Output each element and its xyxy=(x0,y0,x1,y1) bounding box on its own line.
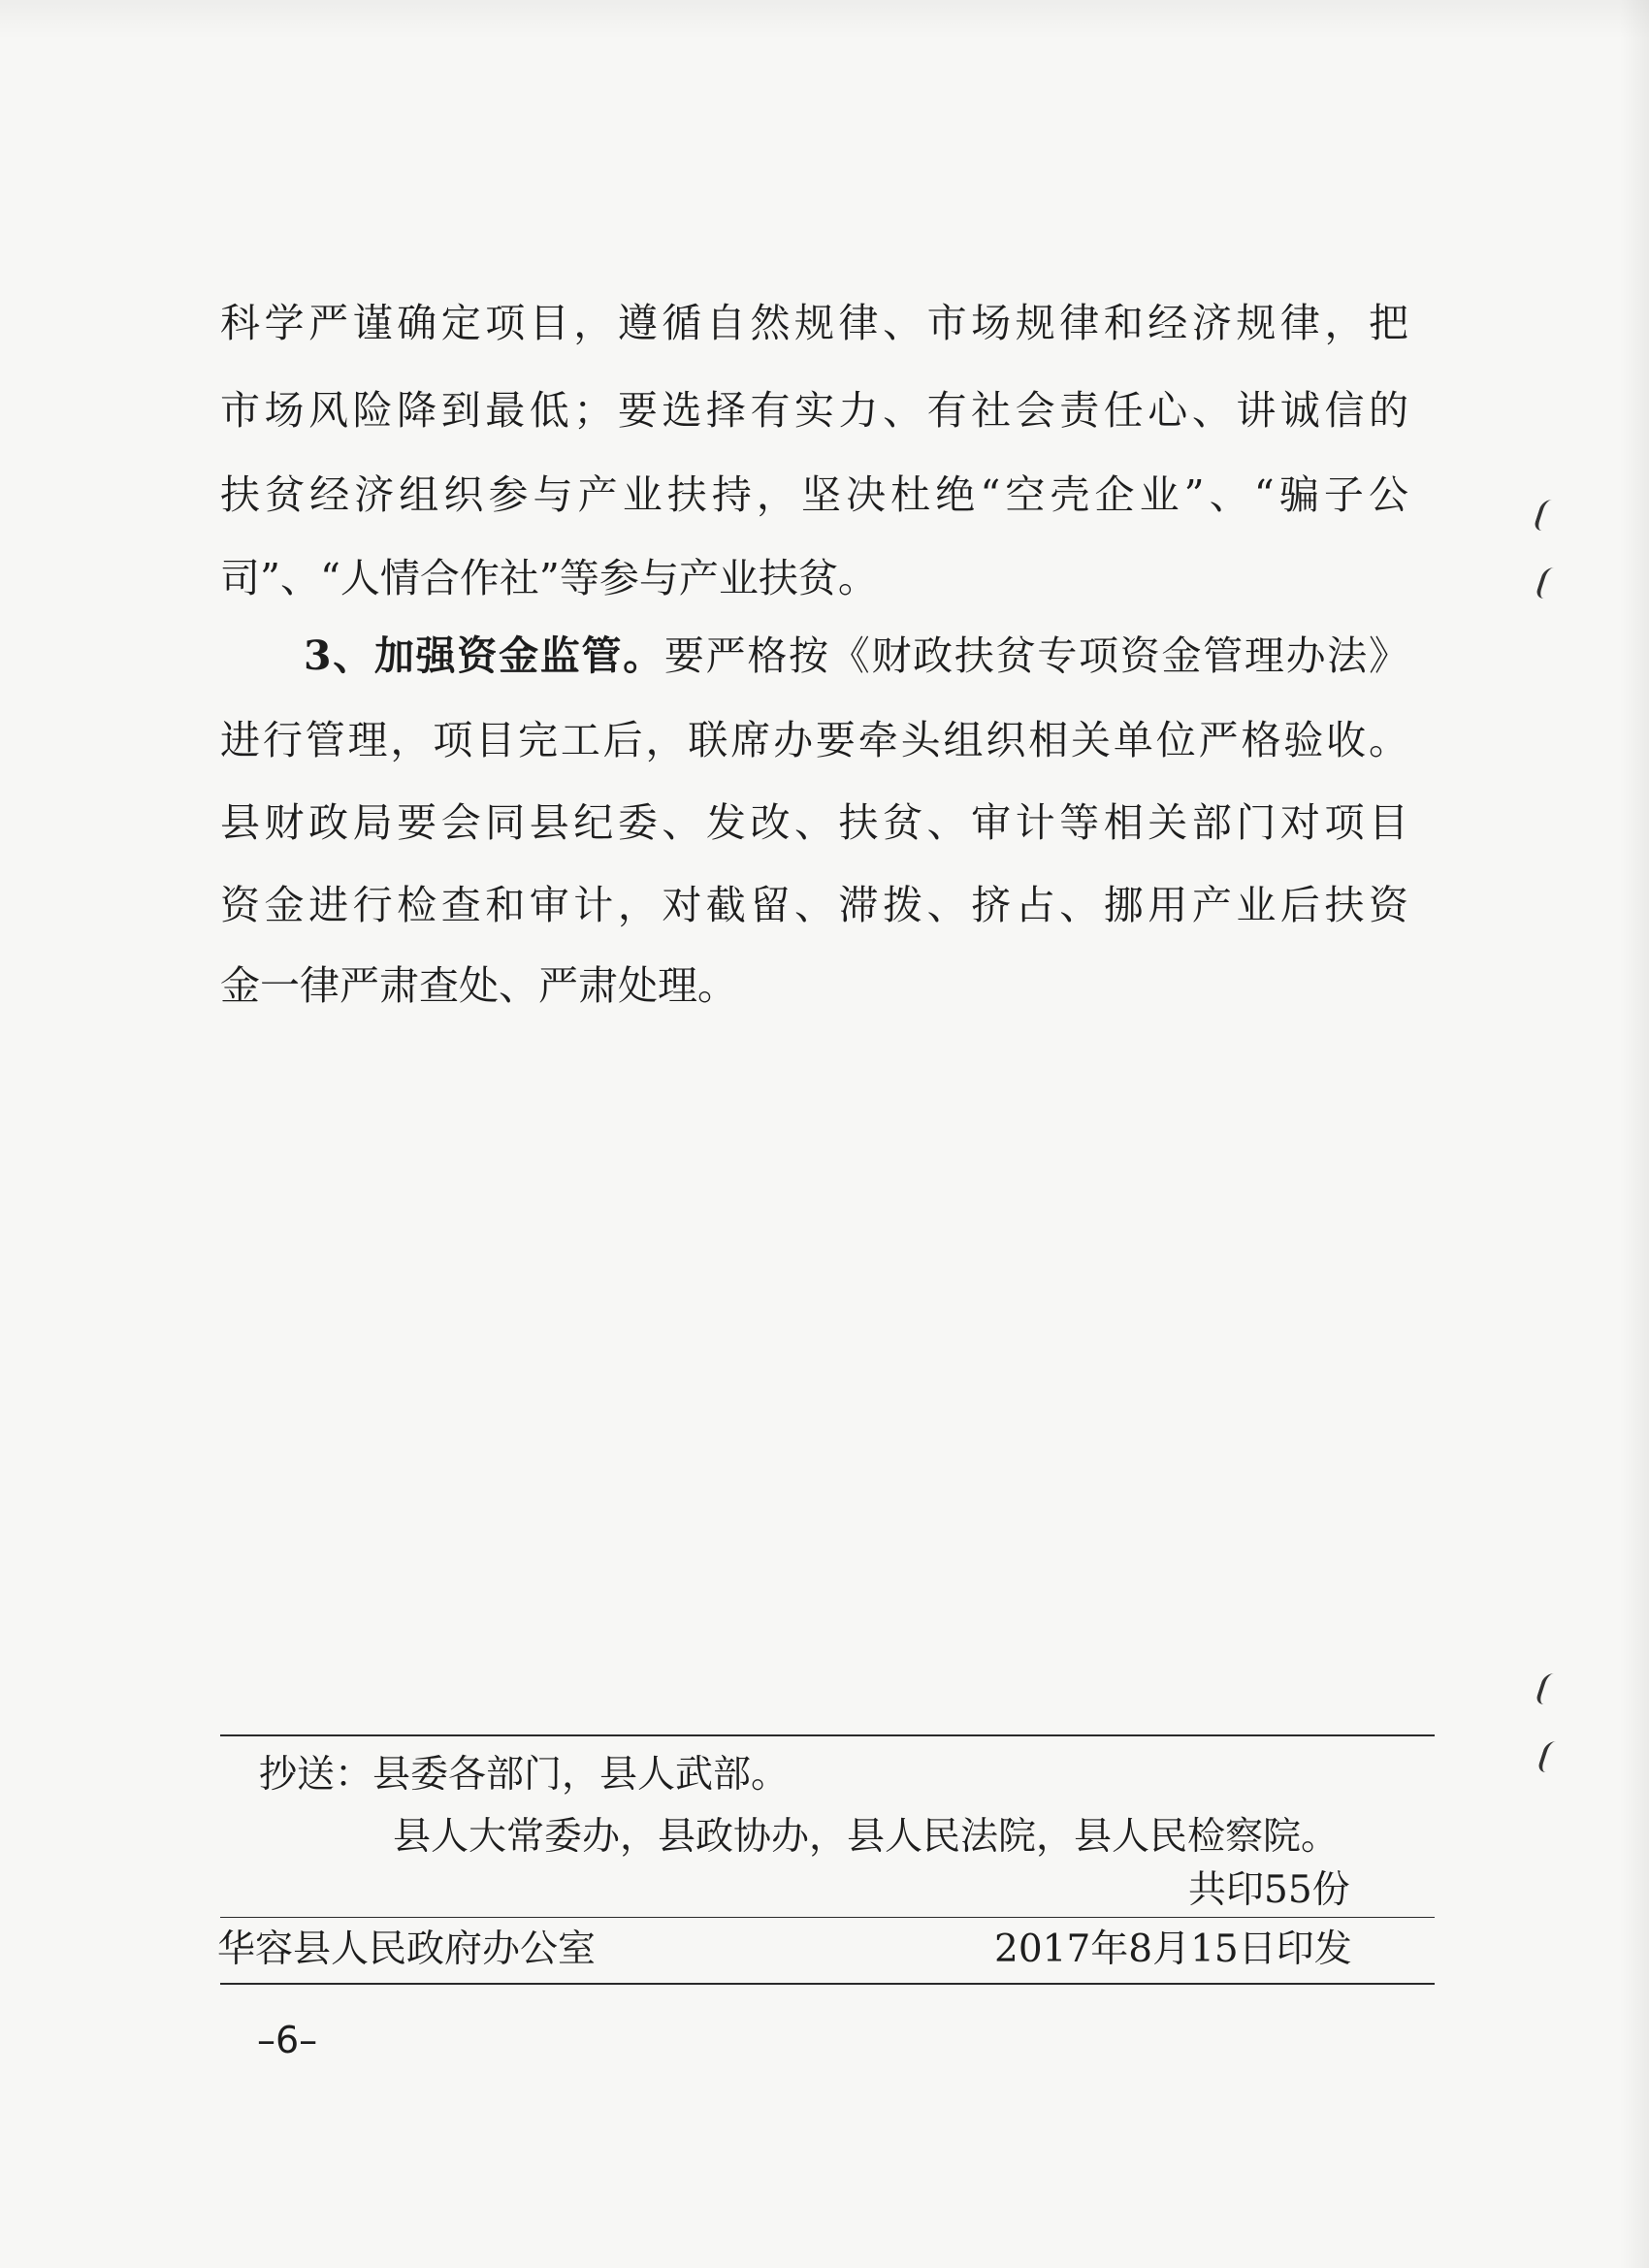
cc-recipients-1: 县委各部门，县人武部。 xyxy=(372,1753,790,1797)
copies-count: 共印55份 xyxy=(1188,1868,1350,1912)
paragraph-line: 司”、“人情合作社”等参与产业扶贫。 xyxy=(220,555,878,601)
paragraph-line: 资金进行检查和审计，对截留、滞拨、挤占、挪用产业后扶资 xyxy=(220,882,1408,928)
paragraph-line: 扶贫经济组织参与产业扶持，坚决杜绝“空壳企业”、“骗子公 xyxy=(220,471,1408,518)
binding-mark xyxy=(1535,567,1566,599)
cc-recipients-2: 县人大常委办，县政协办，县人民法院，县人民检察院。 xyxy=(393,1815,1340,1859)
paragraph-line: 科学严谨确定项目，遵循自然规律、市场规律和经济规律，把 xyxy=(220,300,1408,346)
footer-bottom-rule xyxy=(220,1983,1435,1985)
issue-date-row xyxy=(994,1926,1352,1974)
binding-mark xyxy=(1535,1673,1566,1704)
footer-middle-rule xyxy=(220,1917,1435,1918)
binding-mark xyxy=(1533,500,1564,531)
cc-row-1 xyxy=(259,1751,789,1799)
issue-date: 2017年8月15日印发 xyxy=(994,1928,1352,1971)
page-edge-shadow xyxy=(0,0,1649,39)
binding-mark xyxy=(1536,1741,1568,1772)
paragraph-line: 金一律严肃查处、严肃处理。 xyxy=(220,962,737,1009)
copies-row xyxy=(1188,1866,1350,1915)
footer-top-rule xyxy=(220,1734,1435,1736)
cc-row-2 xyxy=(393,1813,1339,1862)
paragraph-line: 县财政局要会同县纪委、发改、扶贫、审计等相关部门对项目 xyxy=(220,799,1408,846)
page-edge-shadow xyxy=(1620,0,1649,2268)
section-3-heading: 3、加强资金监管。 xyxy=(304,632,664,679)
paragraph-line: 进行管理，项目完工后，联席办要牵头组织相关单位严格验收。 xyxy=(220,717,1408,763)
cc-label: 抄送： xyxy=(259,1753,373,1797)
section-3-first-line xyxy=(304,629,1408,683)
issuer-name: 华容县人民政府办公室 xyxy=(217,1928,597,1971)
page-number: –6– xyxy=(257,2019,318,2061)
issuer-row xyxy=(217,1926,596,1974)
section-3-text: 要严格按《财政扶贫专项资金管理办法》 xyxy=(663,632,1408,679)
paragraph-line: 市场风险降到最低；要选择有实力、有社会责任心、讲诚信的 xyxy=(220,387,1408,434)
